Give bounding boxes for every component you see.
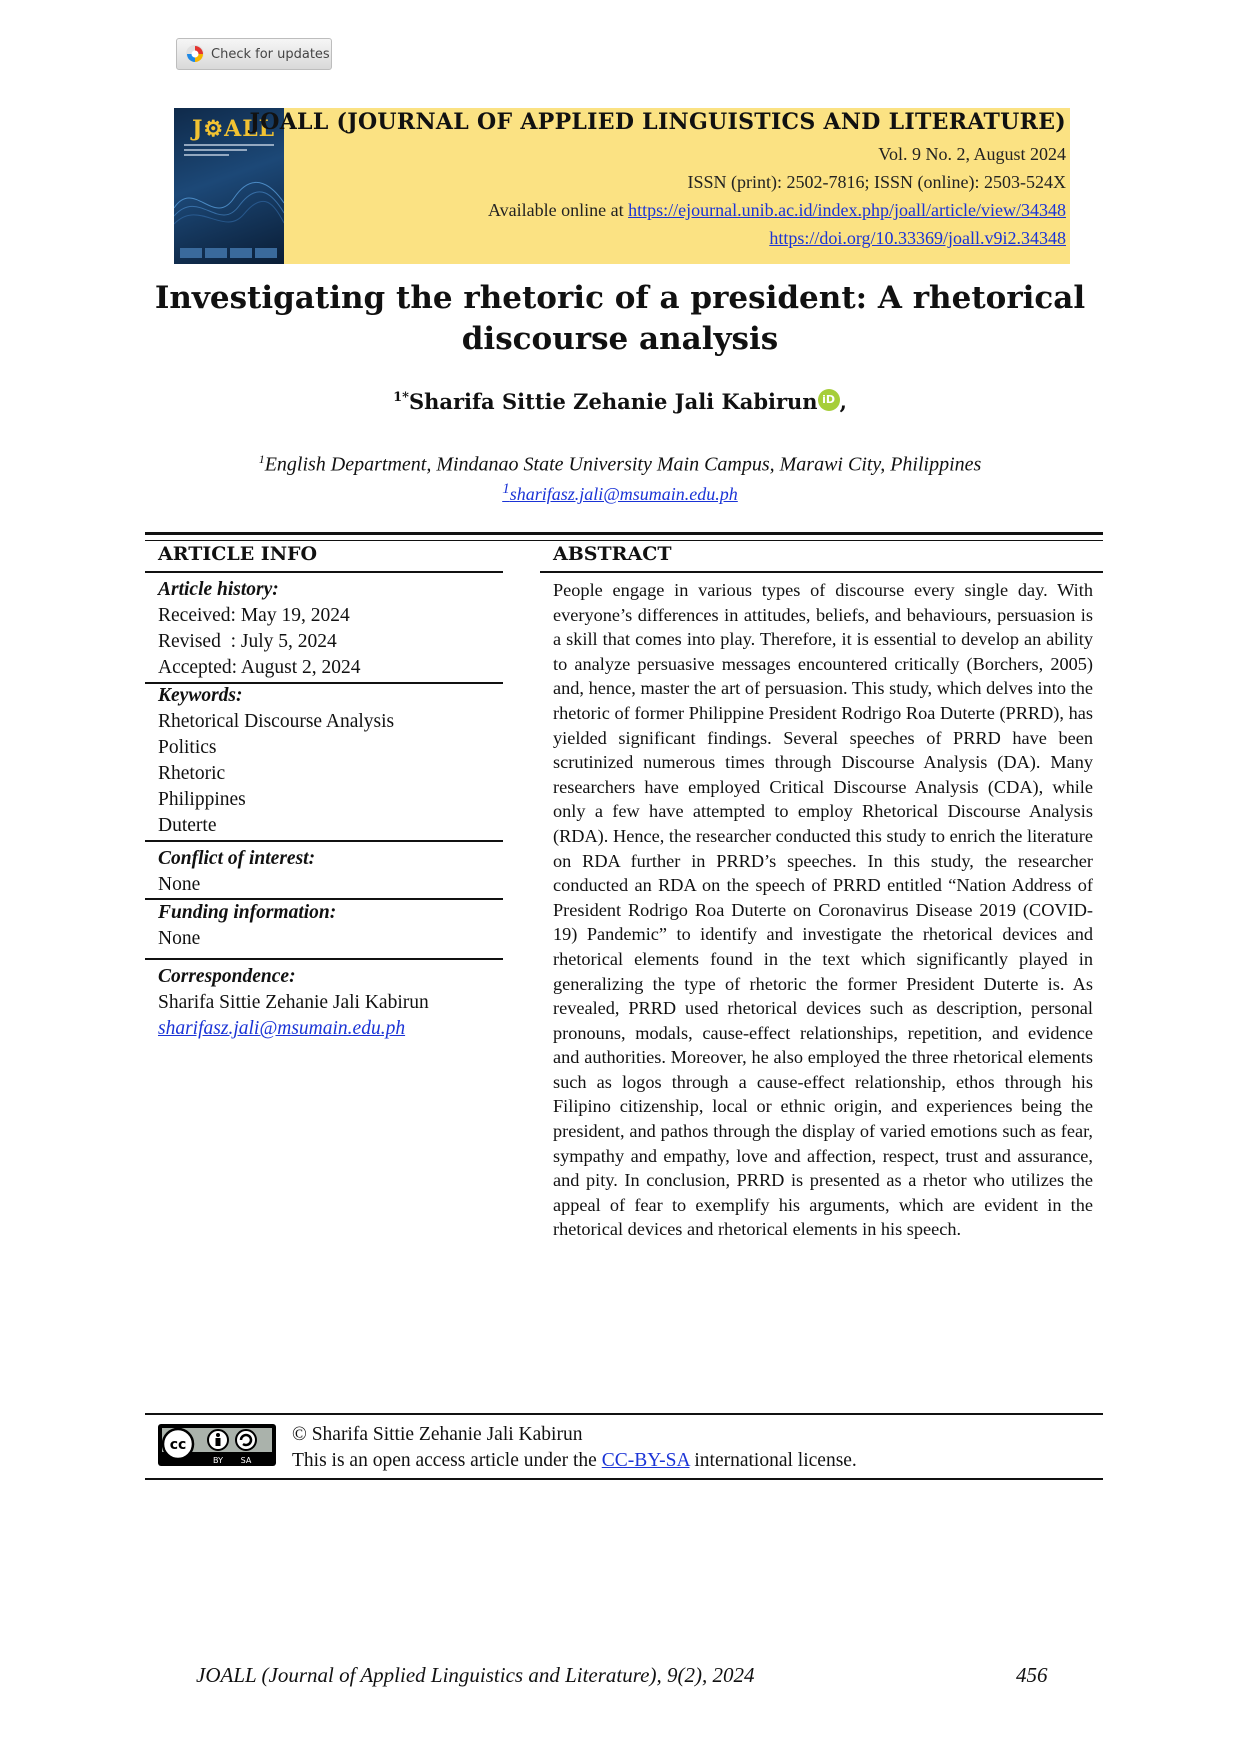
svg-text:SA: SA (240, 1456, 252, 1465)
keyword-item: Philippines (158, 789, 246, 810)
keywords-section: Keywords: Rhetorical Discourse Analysis Politics Rhetoric Philippines Duterte (158, 683, 498, 839)
journal-issn: ISSN (print): 2502-7816; ISSN (online): 2503-524X (687, 172, 1066, 192)
revised-date: Revised : July 5, 2024 (158, 631, 337, 652)
copyright-line: © Sharifa Sittie Zehanie Jali Kabirun (292, 1424, 583, 1445)
accepted-date: Accepted: August 2, 2024 (158, 657, 361, 678)
cover-logo: J⚙ALL (192, 116, 276, 142)
received-date: Received: May 19, 2024 (158, 605, 350, 626)
paper-title: Investigating the rhetoric of a president: A rhetorical discourse analysis (154, 280, 1086, 357)
author-name: Sharifa Sittie Zehanie Jali Kabirun (408, 389, 818, 414)
doi-link[interactable]: https://doi.org/10.33369/joall.v9i2.34348 (769, 228, 1066, 248)
cc-by-sa-link[interactable]: CC-BY-SA (601, 1450, 690, 1471)
keyword-item: Rhetorical Discourse Analysis (158, 711, 395, 732)
license-line: This is an open access article under the CC-BY-SA international license. (292, 1450, 857, 1471)
abstract-heading: ABSTRACT (553, 543, 672, 565)
correspondence-email-link[interactable]: sharifasz.jali@msumain.edu.ph (158, 1018, 406, 1039)
correspondence-section: Correspondence: Sharifa Sittie Zehanie Jali Kabirun sharifasz.jali@msumain.edu.ph (158, 964, 498, 1042)
article-info-heading: ARTICLE INFO (158, 543, 318, 565)
author-line: $^{1*}$Sharifa Sittie Zehanie Jali Kabirun iD , (393, 389, 847, 414)
author-email[interactable]: $^1$sharifasz.jali@msumain.edu.ph (502, 481, 738, 504)
svg-text:BY: BY (213, 1456, 223, 1465)
crossmark-icon (185, 44, 205, 64)
keyword-item: Duterte (158, 815, 217, 836)
journal-title: JOALL (JOURNAL OF APPLIED LINGUISTICS AND LITERATURE) (249, 109, 1066, 135)
journal-volume: Vol. 9 No. 2, August 2024 (878, 144, 1066, 164)
conflict-section: Conflict of interest: None (158, 848, 316, 895)
orcid-icon[interactable]: iD (818, 389, 840, 411)
correspondence-name: Sharifa Sittie Zehanie Jali Kabirun (158, 992, 429, 1013)
cc-by-sa-icon (158, 1424, 276, 1466)
check-for-updates-button[interactable] (176, 38, 332, 70)
affiliation: $^1$English Department, Mindanao State University Main Campus, Marawi City, Philippines (258, 452, 982, 476)
funding-section: Funding information: None (158, 902, 337, 949)
page-number: 456 (1016, 1663, 1048, 1687)
cover-wave-graphic (174, 168, 284, 238)
keyword-item: Politics (158, 737, 217, 758)
journal-doi (769, 228, 1066, 249)
svg-text:cc: cc (169, 1437, 187, 1453)
journal-availability: Available online at https://ejournal.unib.ac.id/index.php/joall/article/view/34348 (487, 200, 1066, 220)
keyword-item: Rhetoric (158, 763, 226, 784)
abstract-text: People engage in various types of discourse every single day. With everyone’s differences in attitudes, beliefs, and behaviours, persuasion is a skill that comes into play. Therefore, it is essential to develop an ability to analyze persuasive messages encountered critically (Borchers, 2005) and, hence, master the art of persuasion. This study, which delves into the rhetoric of former Philippine President Rodrigo Roa Duterte (PRRD), has yielded significant findings. Several speeches of PRRD have been scrutinized numerous times through Discourse Analysis (DA). Many researchers have employed Critical Discourse Analysis (CDA), while only a few have attempted to employ Rhetorical Discourse Analysis (RDA). Hence, the researcher conducted this study to enrich the literature on RDA further in PRRD’s speeches. In this study, the researcher conducted an RDA on the speech of PRRD entitled “Nation Address of President Rodrigo Roa Duterte on Coronavirus Disease 2019 (COVID-19) Pandemic” to identify and investigate the rhetorical devices and rhetorical elements found in the text which significantly played in generalizing the type of rhetoric the former President Duterte is. As revealed, PRRD used rhetorical devices such as description, personal pronouns, modals, cause-effect relationships, repetition, and evidence and authorities. Moreover, he also employed the three rhetorical elements such as logos through a cause-effect relationship, ethos through his Filipino citizenship, local or ethnic origin, and experiences being the president, and pathos through the display of varied emotions such as fear, sympathy and empathy, love and affection, respect, trust and assurance, and pity. In conclusion, PRRD is presented as a rhetor who utilizes the appeal of fear to exemplify his arguments, which are evident in the rhetorical devices and rhetorical elements in his speech. (553, 580, 1093, 1240)
footer-journal: JOALL (Journal of Applied Linguistics and Literature), 9(2), 2024 (196, 1663, 755, 1687)
article-history: Article history: Received: May 19, 2024 Revised : July 5, 2024 Accepted: August 2, 2024 (158, 577, 498, 681)
article-url-link[interactable]: https://ejournal.unib.ac.id/index.php/joall/article/view/34348 (628, 200, 1066, 220)
journal-header (174, 108, 1070, 264)
check-for-updates-label: Check for updates (211, 46, 330, 62)
